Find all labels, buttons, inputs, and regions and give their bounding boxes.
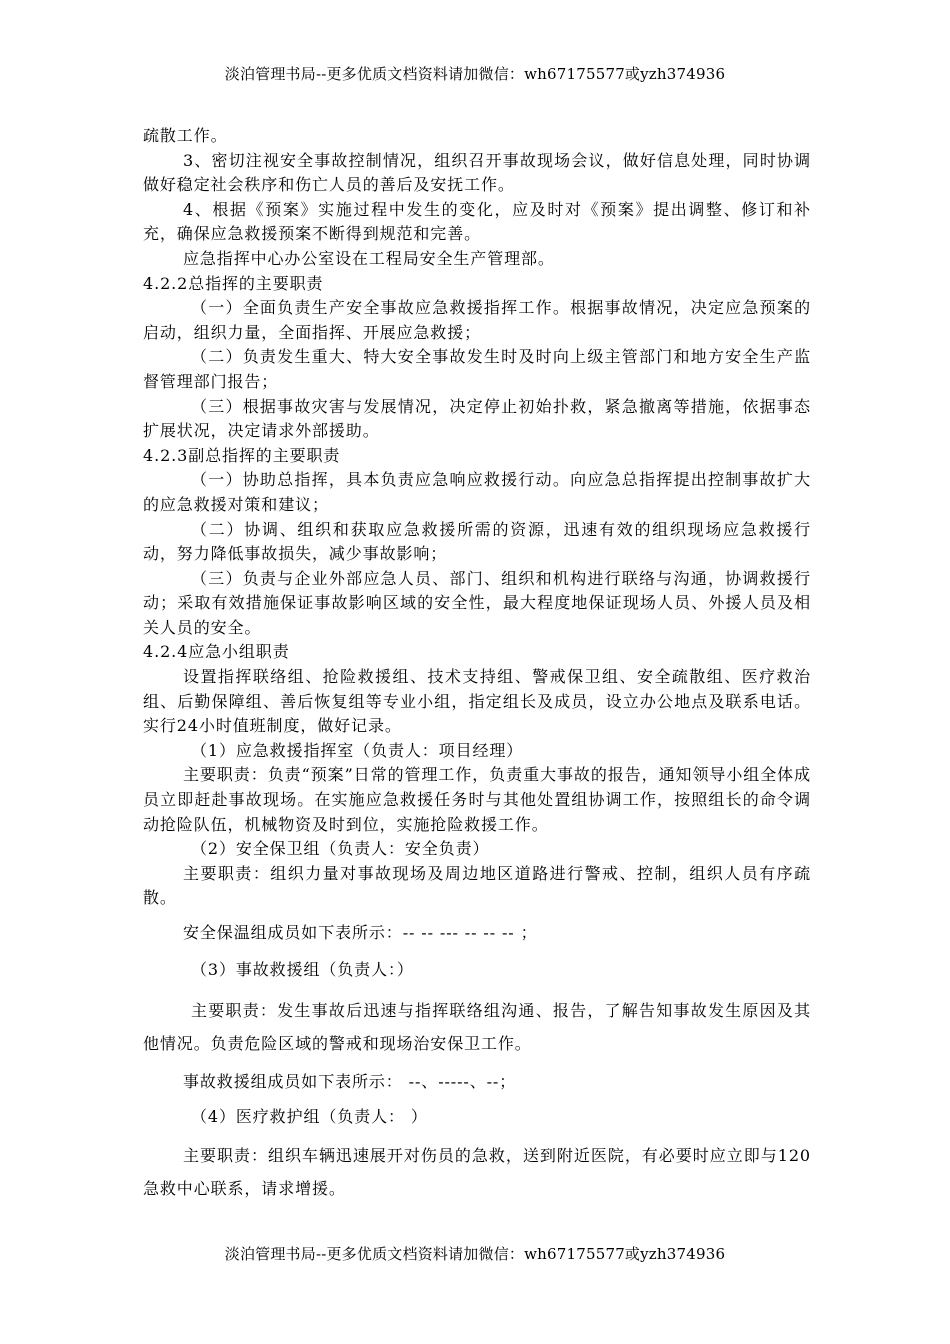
paragraph: 事故救援组成员如下表所示： --、-----、--； <box>183 1072 517 1092</box>
paragraph: 疏散工作。 <box>143 126 228 145</box>
paragraph: 主要职责：发生事故后迅速与指挥联络组沟通、报告，了解告知事故发生原因及其他情况。负责危险区域的警戒和现场治安保卫工作。 <box>143 1001 811 1054</box>
section-heading: 4.2.4应急小组职责 <box>143 642 290 662</box>
section-heading: 4.2.2总指挥的主要职责 <box>143 273 324 293</box>
paragraph: （3）事故救援组（负责人：） <box>191 959 414 979</box>
paragraph: （二）负责发生重大、特大安全事故发生时及时向上级主管部门和地方安全生产监督管理部门报告； <box>143 347 811 391</box>
paragraph: （2）安全保卫组（负责人：安全负责） <box>191 839 490 859</box>
paragraph: 安全保温组成员如下表所示：-- -- --- -- -- -- ； <box>183 923 538 942</box>
paragraph: （4）医疗救护组（负责人： ） <box>191 1106 428 1126</box>
paragraph: （二）协调、组织和获取应急救援所需的资源，迅速有效的组织现场应急救援行动，努力降低事故损失，减少事故影响； <box>143 519 811 564</box>
paragraph: （一）全面负责生产安全事故应急救援指挥工作。根据事故情况，决定应急预案的启动，组织力量，全面指挥、开展应急救援； <box>143 298 811 342</box>
paragraph: 应急指挥中心办公室设在工程局安全生产管理部。 <box>183 248 555 268</box>
paragraph: 3、密切注视安全事故控制情况，组织召开事故现场会议，做好信息处理，同时协调做好稳定社会秩序和伤亡人员的善后及安抚工作。 <box>143 150 811 195</box>
paragraph: 主要职责：组织力量对事故现场及周边地区道路进行警戒、控制，组织人员有序疏散。 <box>143 863 811 908</box>
section-heading: 4.2.3副总指挥的主要职责 <box>143 445 341 465</box>
paragraph: （一）协助总指挥，具本负责应急响应救援行动。向应急总指挥提出控制事故扩大的应急救援对策和建议； <box>143 470 811 514</box>
paragraph: （1）应急救援指挥室（负责人：项目经理） <box>191 740 524 760</box>
paragraph: 主要职责：负责“预案”日常的管理工作，负责重大事故的报告，通知领导小组全体成员立即赶赴事故现场。在实施应急救援任务时与其他处置组协调工作，按照组长的命令调动抢险队伍，机械物资及时到位，实施抢险救援工作。 <box>143 765 811 834</box>
paragraph: 设置指挥联络组、抢险救援组、技术支持组、警戒保卫组、安全疏散组、医疗救治组、后勤保障组、善后恢复组等专业小组，指定组长及成员，设立办公地点及联系电话。实行24小时值班制度，做好记录。 <box>143 667 811 736</box>
page-header: 淡泊管理书局--更多优质文档资料请加微信：wh67175577或yzh374936 <box>224 65 726 83</box>
page-footer: 淡泊管理书局--更多优质文档资料请加微信：wh67175577或yzh374936 <box>224 1245 726 1263</box>
paragraph: 4、根据《预案》实施过程中发生的变化，应及时对《预案》提出调整、修订和补充，确保应急救援预案不断得到规范和完善。 <box>143 199 811 244</box>
paragraph: （三）根据事故灾害与发展情况，决定停止初始扑救，紧急撤离等措施，依据事态扩展状况，决定请求外部援助。 <box>143 396 811 441</box>
paragraph: 主要职责：组织车辆迅速展开对伤员的急救，送到附近医院，有必要时应立即与120急救中心联系，请求增援。 <box>143 1146 811 1199</box>
paragraph: （三）负责与企业外部应急人员、部门、组织和机构进行联络与沟通，协调救援行动；采取有效措施保证事故影响区域的安全性，最大程度地保证现场人员、外援人员及相关人员的安全。 <box>143 568 811 637</box>
document-body <box>143 124 811 1205</box>
